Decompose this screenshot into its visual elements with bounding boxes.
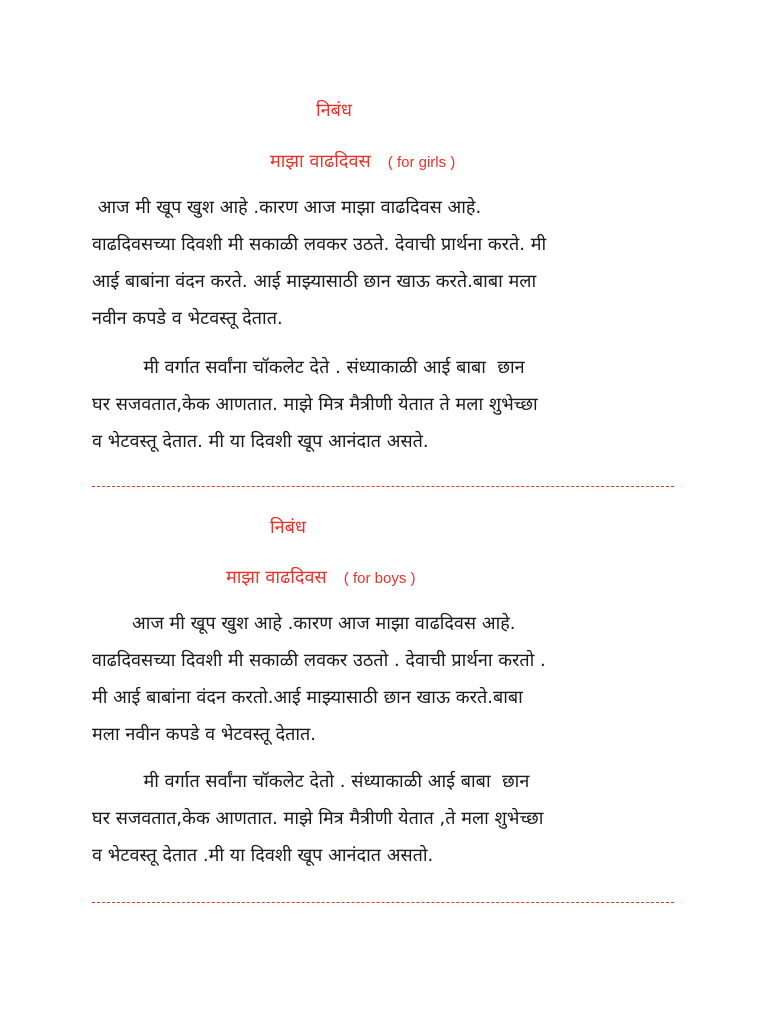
text-line: मला नवीन कपडे व भेटवस्तू देतात. <box>92 724 317 745</box>
paragraph-boys-1 <box>92 605 692 753</box>
text-line: मी आई बाबांना वंदन करतो.आई माझ्यासाठी छान खाऊ करते.बाबा <box>92 687 523 708</box>
text-line: आज मी खूप खुश आहे .कारण आज माझा वाढदिवस आहे. <box>92 197 482 218</box>
essay-subtitle-boys <box>226 565 415 589</box>
subtitle-text: माझा वाढदिवस <box>270 151 371 172</box>
text-line: घर सजवतात,केक आणतात. माझे मित्र मैत्रीणी येतात ,ते मला शुभेच्छा <box>92 808 544 829</box>
text-line: मी वर्गात सर्वांना चॉकलेट देतो . संध्याकाळी आई बाबा छान <box>92 771 530 792</box>
text-line: व भेटवस्तू देतात. मी या दिवशी खूप आनंदात असते. <box>92 431 429 452</box>
text-line: नवीन कपडे व भेटवस्तू देतात. <box>92 308 283 329</box>
text-line: आई बाबांना वंदन करते. आई माझ्यासाठी छान खाऊ करते.बाबा मला <box>92 271 537 292</box>
subtitle-tag: ( for girls ) <box>387 154 456 171</box>
essay-title-boys: निबंध <box>270 517 306 538</box>
section-separator <box>92 902 674 903</box>
subtitle-text: माझा वाढदिवस <box>226 567 327 588</box>
essay-subtitle-girls <box>270 149 455 173</box>
paragraph-girls-2 <box>92 349 692 460</box>
paragraph-girls-1 <box>92 189 692 337</box>
text-line: वाढदिवसच्या दिवशी मी सकाळी लवकर उठतो . देवाची प्रार्थना करतो . <box>92 650 546 671</box>
subtitle-tag: ( for boys ) <box>343 570 416 587</box>
text-line: आज मी खूप खुश आहे .कारण आज माझा वाढदिवस आहे. <box>92 613 516 634</box>
text-line: घर सजवतात,केक आणतात. माझे मित्र मैत्रीणी येतात ते मला शुभेच्छा <box>92 394 538 415</box>
text-line: मी वर्गात सर्वांना चॉकलेट देते . संध्याकाळी आई बाबा छान <box>92 357 525 378</box>
section-separator <box>92 486 674 487</box>
text-line: वाढदिवसच्या दिवशी मी सकाळी लवकर उठते. देवाची प्रार्थना करते. मी <box>92 234 547 255</box>
paragraph-boys-2 <box>92 763 692 874</box>
essay-title-girls: निबंध <box>316 100 352 121</box>
text-line: व भेटवस्तू देतात .मी या दिवशी खूप आनंदात असतो. <box>92 845 434 866</box>
